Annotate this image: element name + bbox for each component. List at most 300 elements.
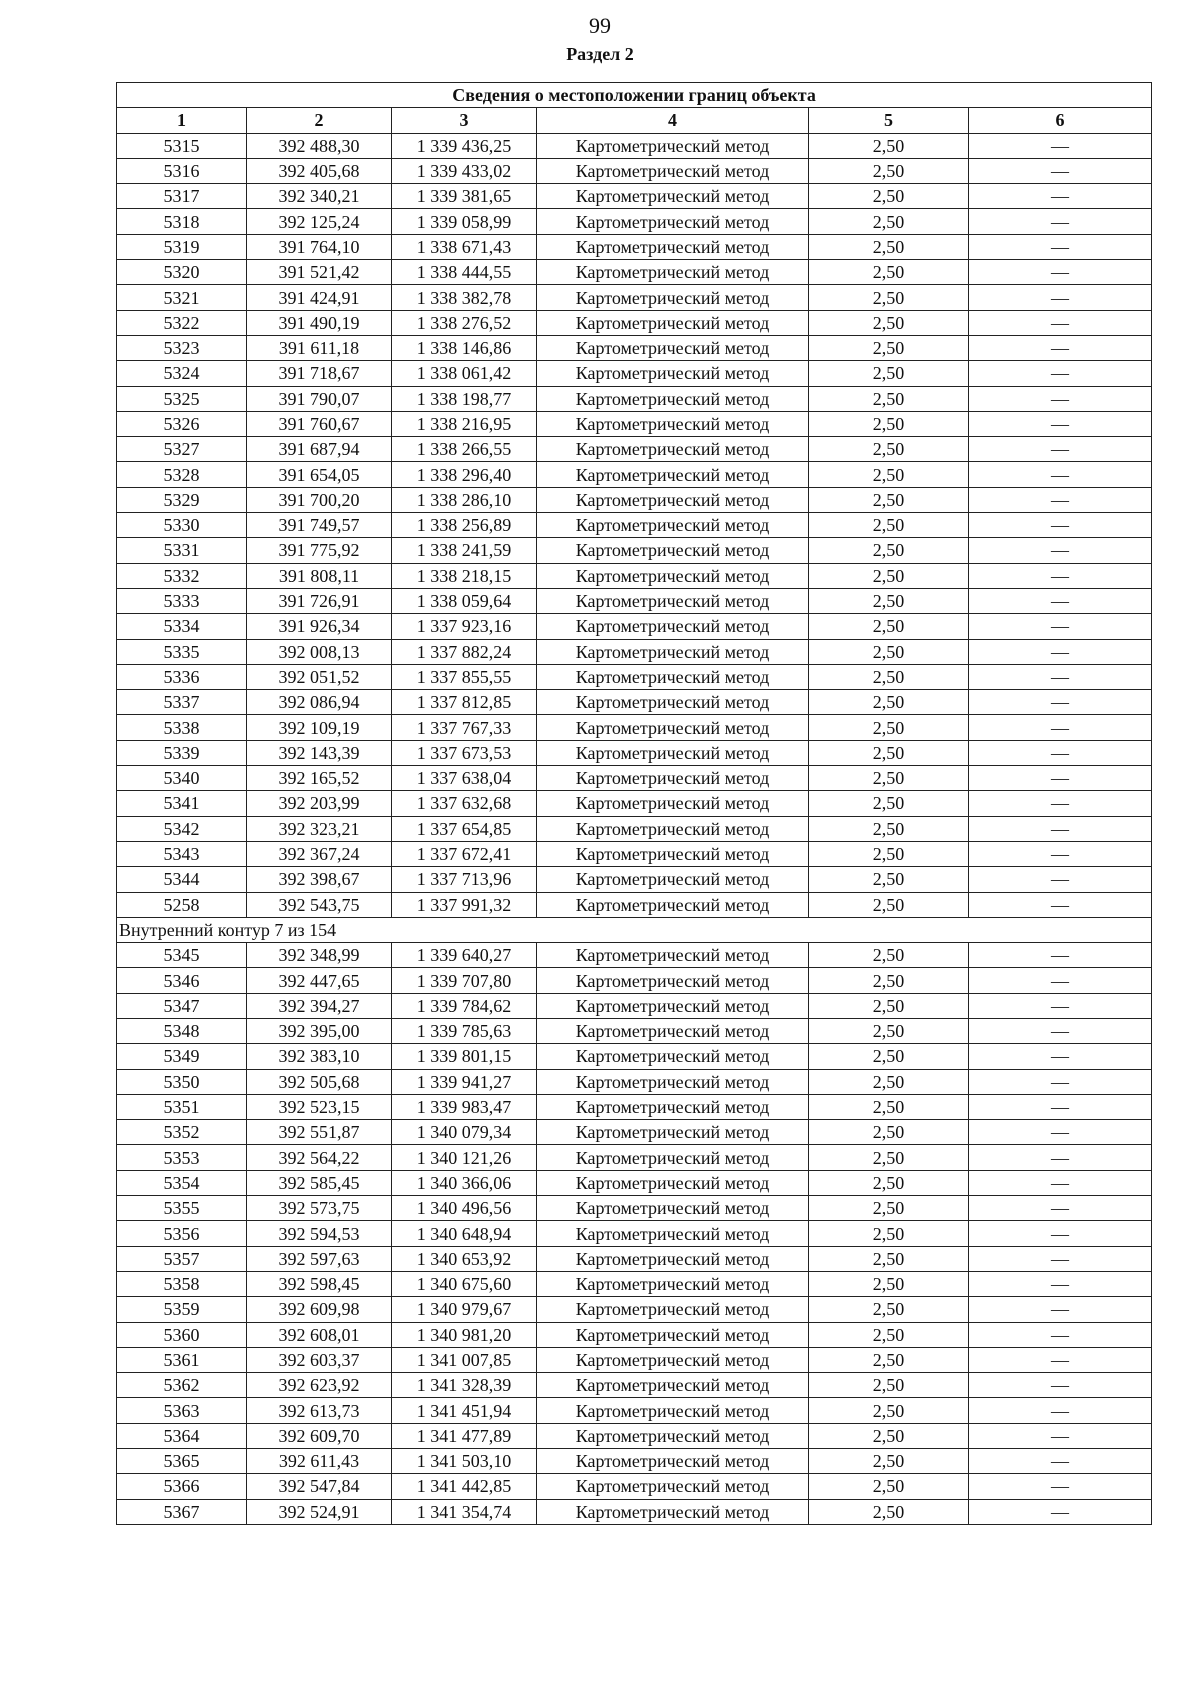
x-coordinate-cell: 392 551,87 [247, 1120, 392, 1145]
method-cell: Картометрический метод [537, 1120, 809, 1145]
y-coordinate-cell: 1 340 079,34 [392, 1120, 537, 1145]
x-coordinate-cell: 392 323,21 [247, 816, 392, 841]
y-coordinate-cell: 1 340 981,20 [392, 1322, 537, 1347]
table-row [117, 1044, 1152, 1069]
note-cell: — [969, 1322, 1152, 1347]
y-coordinate-cell: 1 339 433,02 [392, 158, 537, 183]
method-cell: Картометрический метод [537, 513, 809, 538]
accuracy-cell: 2,50 [809, 234, 969, 259]
x-coordinate-cell: 392 613,73 [247, 1398, 392, 1423]
y-coordinate-cell: 1 338 266,55 [392, 437, 537, 462]
x-coordinate-cell: 391 775,92 [247, 538, 392, 563]
method-cell: Картометрический метод [537, 715, 809, 740]
accuracy-cell: 2,50 [809, 968, 969, 993]
table-row [117, 740, 1152, 765]
point-number-cell: 5329 [117, 487, 247, 512]
method-cell: Картометрический метод [537, 487, 809, 512]
accuracy-cell: 2,50 [809, 260, 969, 285]
method-cell: Картометрический метод [537, 184, 809, 209]
point-number-cell: 5340 [117, 766, 247, 791]
table-row [117, 234, 1152, 259]
note-cell: — [969, 158, 1152, 183]
x-coordinate-cell: 392 086,94 [247, 690, 392, 715]
point-number-cell: 5359 [117, 1297, 247, 1322]
note-cell: — [969, 1499, 1152, 1524]
contour-label-row [117, 917, 1152, 942]
table-row [117, 614, 1152, 639]
y-coordinate-cell: 1 338 286,10 [392, 487, 537, 512]
x-coordinate-cell: 392 547,84 [247, 1474, 392, 1499]
table-row [117, 1094, 1152, 1119]
accuracy-cell: 2,50 [809, 1347, 969, 1372]
y-coordinate-cell: 1 337 767,33 [392, 715, 537, 740]
table-row [117, 563, 1152, 588]
method-cell: Картометрический метод [537, 1196, 809, 1221]
point-number-cell: 5326 [117, 411, 247, 436]
x-coordinate-cell: 392 125,24 [247, 209, 392, 234]
y-coordinate-cell: 1 339 785,63 [392, 1018, 537, 1043]
method-cell: Картометрический метод [537, 639, 809, 664]
method-cell: Картометрический метод [537, 538, 809, 563]
table-row [117, 1373, 1152, 1398]
point-number-cell: 5319 [117, 234, 247, 259]
y-coordinate-cell: 1 338 061,42 [392, 361, 537, 386]
accuracy-cell: 2,50 [809, 1449, 969, 1474]
accuracy-cell: 2,50 [809, 538, 969, 563]
method-cell: Картометрический метод [537, 335, 809, 360]
point-number-cell: 5358 [117, 1271, 247, 1296]
method-cell: Картометрический метод [537, 943, 809, 968]
x-coordinate-cell: 392 447,65 [247, 968, 392, 993]
table-row [117, 1322, 1152, 1347]
y-coordinate-cell: 1 341 451,94 [392, 1398, 537, 1423]
accuracy-cell: 2,50 [809, 1094, 969, 1119]
x-coordinate-cell: 392 383,10 [247, 1044, 392, 1069]
table-row [117, 285, 1152, 310]
table-row [117, 766, 1152, 791]
table-row [117, 487, 1152, 512]
point-number-cell: 5344 [117, 867, 247, 892]
x-coordinate-cell: 392 523,15 [247, 1094, 392, 1119]
point-number-cell: 5366 [117, 1474, 247, 1499]
x-coordinate-cell: 392 109,19 [247, 715, 392, 740]
point-number-cell: 5323 [117, 335, 247, 360]
accuracy-cell: 2,50 [809, 1398, 969, 1423]
accuracy-cell: 2,50 [809, 614, 969, 639]
method-cell: Картометрический метод [537, 1271, 809, 1296]
page-number: 99 [589, 13, 611, 38]
accuracy-cell: 2,50 [809, 513, 969, 538]
y-coordinate-cell: 1 340 979,67 [392, 1297, 537, 1322]
method-cell: Картометрический метод [537, 386, 809, 411]
y-coordinate-cell: 1 340 648,94 [392, 1221, 537, 1246]
method-cell: Картометрический метод [537, 1170, 809, 1195]
note-cell: — [969, 1474, 1152, 1499]
y-coordinate-cell: 1 339 436,25 [392, 133, 537, 158]
x-coordinate-cell: 392 598,45 [247, 1271, 392, 1296]
column-number-row [117, 108, 1152, 133]
y-coordinate-cell: 1 339 381,65 [392, 184, 537, 209]
point-number-cell: 5337 [117, 690, 247, 715]
accuracy-cell: 2,50 [809, 386, 969, 411]
point-number-cell: 5347 [117, 993, 247, 1018]
y-coordinate-cell: 1 339 941,27 [392, 1069, 537, 1094]
y-coordinate-cell: 1 341 503,10 [392, 1449, 537, 1474]
method-cell: Картометрический метод [537, 285, 809, 310]
y-coordinate-cell: 1 339 058,99 [392, 209, 537, 234]
x-coordinate-cell: 391 749,57 [247, 513, 392, 538]
point-number-cell: 5346 [117, 968, 247, 993]
x-coordinate-cell: 391 424,91 [247, 285, 392, 310]
note-cell: — [969, 1347, 1152, 1372]
x-coordinate-cell: 392 608,01 [247, 1322, 392, 1347]
method-cell: Картометрический метод [537, 791, 809, 816]
y-coordinate-cell: 1 340 653,92 [392, 1246, 537, 1271]
table-row [117, 310, 1152, 335]
y-coordinate-cell: 1 340 496,56 [392, 1196, 537, 1221]
accuracy-cell: 2,50 [809, 1069, 969, 1094]
method-cell: Картометрический метод [537, 133, 809, 158]
note-cell: — [969, 133, 1152, 158]
note-cell: — [969, 892, 1152, 917]
note-cell: — [969, 538, 1152, 563]
method-cell: Картометрический метод [537, 361, 809, 386]
note-cell: — [969, 462, 1152, 487]
table-row [117, 1271, 1152, 1296]
method-cell: Картометрический метод [537, 462, 809, 487]
note-cell: — [969, 513, 1152, 538]
y-coordinate-cell: 1 338 146,86 [392, 335, 537, 360]
table-row [117, 1398, 1152, 1423]
x-coordinate-cell: 392 340,21 [247, 184, 392, 209]
accuracy-cell: 2,50 [809, 563, 969, 588]
y-coordinate-cell: 1 341 328,39 [392, 1373, 537, 1398]
method-cell: Картометрический метод [537, 816, 809, 841]
note-cell: — [969, 563, 1152, 588]
accuracy-cell: 2,50 [809, 664, 969, 689]
contour-separator [117, 917, 1152, 942]
table-row [117, 816, 1152, 841]
method-cell: Картометрический метод [537, 1347, 809, 1372]
x-coordinate-cell: 392 573,75 [247, 1196, 392, 1221]
y-coordinate-cell: 1 341 442,85 [392, 1474, 537, 1499]
x-coordinate-cell: 391 718,67 [247, 361, 392, 386]
note-cell: — [969, 1373, 1152, 1398]
method-cell: Картометрический метод [537, 260, 809, 285]
method-cell: Картометрический метод [537, 1221, 809, 1246]
table-row [117, 1449, 1152, 1474]
x-coordinate-cell: 392 623,92 [247, 1373, 392, 1398]
point-number-cell: 5348 [117, 1018, 247, 1043]
point-number-cell: 5345 [117, 943, 247, 968]
point-number-cell: 5349 [117, 1044, 247, 1069]
y-coordinate-cell: 1 338 241,59 [392, 538, 537, 563]
accuracy-cell: 2,50 [809, 411, 969, 436]
y-coordinate-cell: 1 338 198,77 [392, 386, 537, 411]
accuracy-cell: 2,50 [809, 867, 969, 892]
y-coordinate-cell: 1 338 218,15 [392, 563, 537, 588]
x-coordinate-cell: 392 405,68 [247, 158, 392, 183]
point-number-cell: 5335 [117, 639, 247, 664]
outer-contour-rows [117, 133, 1152, 917]
table-row [117, 715, 1152, 740]
accuracy-cell: 2,50 [809, 1170, 969, 1195]
point-number-cell: 5327 [117, 437, 247, 462]
accuracy-cell: 2,50 [809, 588, 969, 613]
x-coordinate-cell: 391 808,11 [247, 563, 392, 588]
y-coordinate-cell: 1 338 276,52 [392, 310, 537, 335]
column-header: 1 [117, 108, 247, 133]
x-coordinate-cell: 392 597,63 [247, 1246, 392, 1271]
table-row [117, 1145, 1152, 1170]
note-cell: — [969, 867, 1152, 892]
table-row [117, 1474, 1152, 1499]
y-coordinate-cell: 1 337 923,16 [392, 614, 537, 639]
x-coordinate-cell: 392 051,52 [247, 664, 392, 689]
y-coordinate-cell: 1 340 121,26 [392, 1145, 537, 1170]
table-row [117, 386, 1152, 411]
table-row [117, 1423, 1152, 1448]
note-cell: — [969, 335, 1152, 360]
table-row [117, 841, 1152, 866]
table-row [117, 588, 1152, 613]
note-cell: — [969, 639, 1152, 664]
point-number-cell: 5328 [117, 462, 247, 487]
method-cell: Картометрический метод [537, 209, 809, 234]
table-row [117, 462, 1152, 487]
note-cell: — [969, 1018, 1152, 1043]
table-row [117, 538, 1152, 563]
note-cell: — [969, 614, 1152, 639]
table-row [117, 209, 1152, 234]
method-cell: Картометрический метод [537, 867, 809, 892]
y-coordinate-cell: 1 339 801,15 [392, 1044, 537, 1069]
point-number-cell: 5361 [117, 1347, 247, 1372]
point-number-cell: 5321 [117, 285, 247, 310]
point-number-cell: 5258 [117, 892, 247, 917]
point-number-cell: 5324 [117, 361, 247, 386]
method-cell: Картометрический метод [537, 1018, 809, 1043]
table-row [117, 993, 1152, 1018]
accuracy-cell: 2,50 [809, 715, 969, 740]
method-cell: Картометрический метод [537, 841, 809, 866]
point-number-cell: 5354 [117, 1170, 247, 1195]
note-cell: — [969, 943, 1152, 968]
method-cell: Картометрический метод [537, 563, 809, 588]
point-number-cell: 5364 [117, 1423, 247, 1448]
point-number-cell: 5334 [117, 614, 247, 639]
table-row [117, 1018, 1152, 1043]
point-number-cell: 5338 [117, 715, 247, 740]
table-row [117, 892, 1152, 917]
method-cell: Картометрический метод [537, 310, 809, 335]
x-coordinate-cell: 392 348,99 [247, 943, 392, 968]
method-cell: Картометрический метод [537, 1246, 809, 1271]
point-number-cell: 5325 [117, 386, 247, 411]
method-cell: Картометрический метод [537, 158, 809, 183]
method-cell: Картометрический метод [537, 968, 809, 993]
method-cell: Картометрический метод [537, 1449, 809, 1474]
y-coordinate-cell: 1 337 991,32 [392, 892, 537, 917]
table-row [117, 335, 1152, 360]
x-coordinate-cell: 391 521,42 [247, 260, 392, 285]
note-cell: — [969, 1044, 1152, 1069]
accuracy-cell: 2,50 [809, 1373, 969, 1398]
y-coordinate-cell: 1 338 296,40 [392, 462, 537, 487]
method-cell: Картометрический метод [537, 1094, 809, 1119]
y-coordinate-cell: 1 337 713,96 [392, 867, 537, 892]
accuracy-cell: 2,50 [809, 766, 969, 791]
point-number-cell: 5363 [117, 1398, 247, 1423]
x-coordinate-cell: 391 790,07 [247, 386, 392, 411]
column-header: 3 [392, 108, 537, 133]
note-cell: — [969, 766, 1152, 791]
note-cell: — [969, 1196, 1152, 1221]
point-number-cell: 5336 [117, 664, 247, 689]
y-coordinate-cell: 1 339 640,27 [392, 943, 537, 968]
inner-contour-rows [117, 943, 1152, 1525]
table-row [117, 411, 1152, 436]
note-cell: — [969, 209, 1152, 234]
accuracy-cell: 2,50 [809, 1499, 969, 1524]
note-cell: — [969, 1246, 1152, 1271]
table-row [117, 968, 1152, 993]
table-row [117, 639, 1152, 664]
note-cell: — [969, 386, 1152, 411]
x-coordinate-cell: 391 764,10 [247, 234, 392, 259]
point-number-cell: 5356 [117, 1221, 247, 1246]
method-cell: Картометрический метод [537, 993, 809, 1018]
table-row [117, 133, 1152, 158]
note-cell: — [969, 993, 1152, 1018]
y-coordinate-cell: 1 337 855,55 [392, 664, 537, 689]
note-cell: — [969, 690, 1152, 715]
y-coordinate-cell: 1 341 354,74 [392, 1499, 537, 1524]
accuracy-cell: 2,50 [809, 1221, 969, 1246]
table-row [117, 260, 1152, 285]
accuracy-cell: 2,50 [809, 943, 969, 968]
x-coordinate-cell: 392 603,37 [247, 1347, 392, 1372]
note-cell: — [969, 664, 1152, 689]
x-coordinate-cell: 391 687,94 [247, 437, 392, 462]
point-number-cell: 5333 [117, 588, 247, 613]
x-coordinate-cell: 392 398,67 [247, 867, 392, 892]
x-coordinate-cell: 392 394,27 [247, 993, 392, 1018]
point-number-cell: 5351 [117, 1094, 247, 1119]
point-number-cell: 5367 [117, 1499, 247, 1524]
table-row [117, 1347, 1152, 1372]
point-number-cell: 5355 [117, 1196, 247, 1221]
method-cell: Картометрический метод [537, 234, 809, 259]
x-coordinate-cell: 392 395,00 [247, 1018, 392, 1043]
table-row [117, 1196, 1152, 1221]
point-number-cell: 5352 [117, 1120, 247, 1145]
table-row [117, 1221, 1152, 1246]
accuracy-cell: 2,50 [809, 993, 969, 1018]
point-number-cell: 5365 [117, 1449, 247, 1474]
note-cell: — [969, 715, 1152, 740]
column-header: 4 [537, 108, 809, 133]
method-cell: Картометрический метод [537, 1398, 809, 1423]
y-coordinate-cell: 1 337 654,85 [392, 816, 537, 841]
table-title: Сведения о местоположении границ объекта [117, 83, 1152, 108]
accuracy-cell: 2,50 [809, 184, 969, 209]
accuracy-cell: 2,50 [809, 892, 969, 917]
table-row [117, 867, 1152, 892]
method-cell: Картометрический метод [537, 1499, 809, 1524]
x-coordinate-cell: 392 524,91 [247, 1499, 392, 1524]
note-cell: — [969, 310, 1152, 335]
y-coordinate-cell: 1 337 632,68 [392, 791, 537, 816]
note-cell: — [969, 1094, 1152, 1119]
note-cell: — [969, 1297, 1152, 1322]
point-number-cell: 5322 [117, 310, 247, 335]
point-number-cell: 5342 [117, 816, 247, 841]
x-coordinate-cell: 391 490,19 [247, 310, 392, 335]
note-cell: — [969, 1170, 1152, 1195]
y-coordinate-cell: 1 338 256,89 [392, 513, 537, 538]
column-header: 2 [247, 108, 392, 133]
y-coordinate-cell: 1 338 216,95 [392, 411, 537, 436]
point-number-cell: 5343 [117, 841, 247, 866]
y-coordinate-cell: 1 341 477,89 [392, 1423, 537, 1448]
note-cell: — [969, 1221, 1152, 1246]
method-cell: Картометрический метод [537, 892, 809, 917]
table-row [117, 1297, 1152, 1322]
method-cell: Картометрический метод [537, 664, 809, 689]
method-cell: Картометрический метод [537, 1297, 809, 1322]
table-row [117, 1170, 1152, 1195]
note-cell: — [969, 740, 1152, 765]
note-cell: — [969, 1398, 1152, 1423]
table-row [117, 791, 1152, 816]
note-cell: — [969, 816, 1152, 841]
column-header: 6 [969, 108, 1152, 133]
accuracy-cell: 2,50 [809, 285, 969, 310]
x-coordinate-cell: 392 367,24 [247, 841, 392, 866]
y-coordinate-cell: 1 337 812,85 [392, 690, 537, 715]
point-number-cell: 5317 [117, 184, 247, 209]
x-coordinate-cell: 391 654,05 [247, 462, 392, 487]
y-coordinate-cell: 1 338 444,55 [392, 260, 537, 285]
accuracy-cell: 2,50 [809, 1297, 969, 1322]
accuracy-cell: 2,50 [809, 1474, 969, 1499]
accuracy-cell: 2,50 [809, 158, 969, 183]
table-title-row [117, 83, 1152, 108]
point-number-cell: 5320 [117, 260, 247, 285]
table-row [117, 690, 1152, 715]
point-number-cell: 5362 [117, 1373, 247, 1398]
accuracy-cell: 2,50 [809, 1246, 969, 1271]
x-coordinate-cell: 392 488,30 [247, 133, 392, 158]
y-coordinate-cell: 1 339 784,62 [392, 993, 537, 1018]
x-coordinate-cell: 392 609,98 [247, 1297, 392, 1322]
point-number-cell: 5357 [117, 1246, 247, 1271]
y-coordinate-cell: 1 340 366,06 [392, 1170, 537, 1195]
accuracy-cell: 2,50 [809, 1044, 969, 1069]
method-cell: Картометрический метод [537, 588, 809, 613]
accuracy-cell: 2,50 [809, 1271, 969, 1296]
section-title: Раздел 2 [566, 44, 634, 64]
method-cell: Картометрический метод [537, 411, 809, 436]
table-row [117, 437, 1152, 462]
x-coordinate-cell: 391 700,20 [247, 487, 392, 512]
note-cell: — [969, 487, 1152, 512]
accuracy-cell: 2,50 [809, 740, 969, 765]
contour-label: Внутренний контур 7 из 154 [117, 917, 1152, 942]
note-cell: — [969, 968, 1152, 993]
note-cell: — [969, 260, 1152, 285]
